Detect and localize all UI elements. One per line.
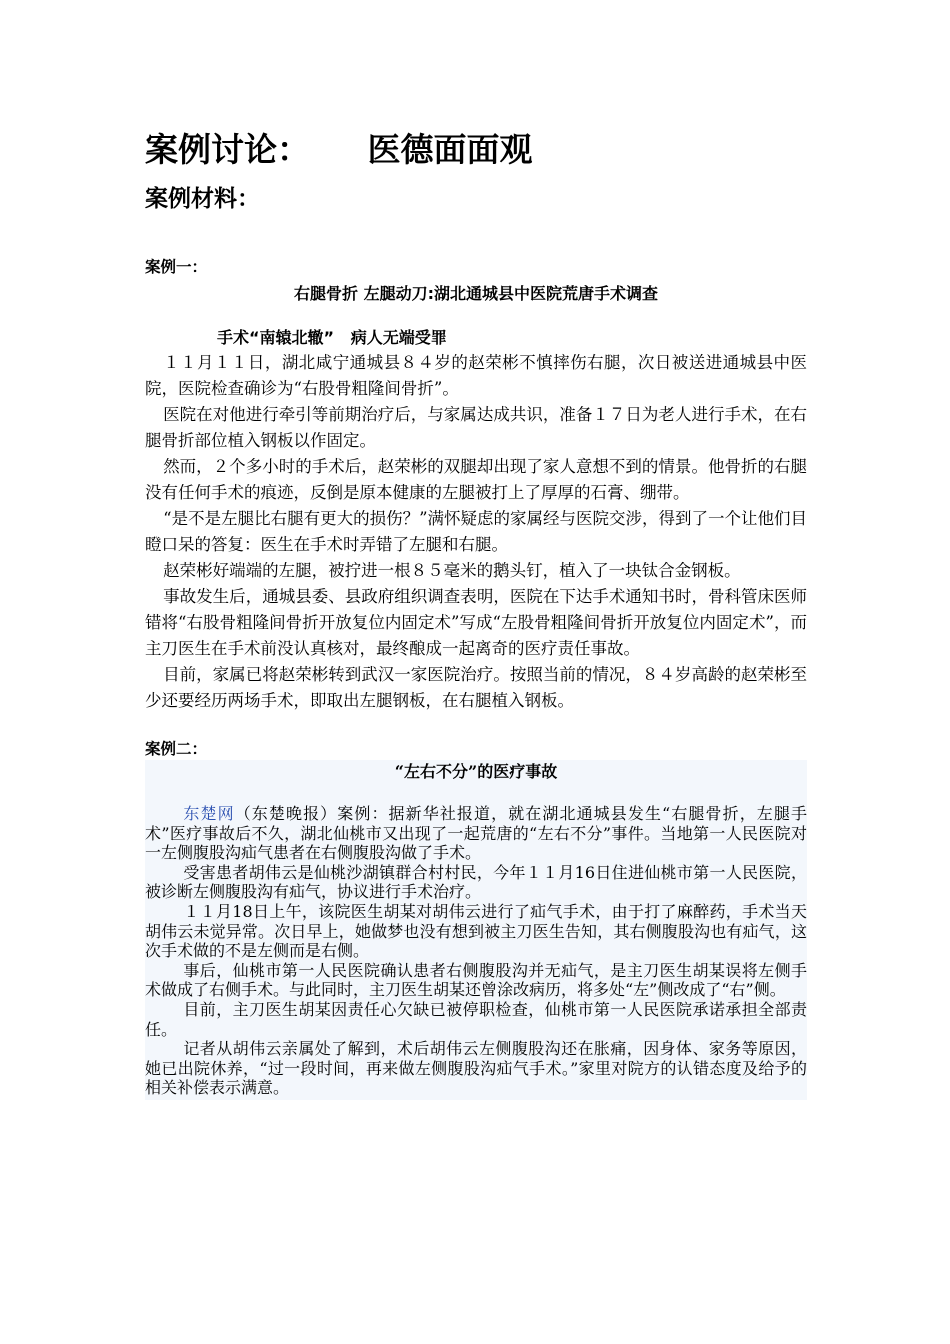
case-two-paragraph: 目前，主刀医生胡某因责任心欠缺已被停职检查，仙桃市第一人民医院承诺承担全部责任。 [145,999,807,1039]
case-one-label: 案例一： [145,258,208,276]
document-title: 案例讨论： 医德面面观 [145,130,533,169]
case-one-paragraph: １１月１１日，湖北咸宁通城县８４岁的赵荣彬不慎摔伤右腿，次日被送进通城县中医院，医院检查确诊为“右股骨粗隆间骨折”。 [145,353,807,398]
case-one-paragraph: 事故发生后，通城县委、县政府组织调查表明，医院在下达手术通知书时，骨科管床医师错将“右股骨粗隆间骨折开放复位内固定术”写成“左股骨粗隆间骨折开放复位内固定术”，而主刀医生在手术前没认真核对，最终酿成一起离奇的医疗责任事故。 [145,587,807,658]
document-subtitle: 案例材料： [145,186,260,212]
case-two-label: 案例二： [145,740,208,758]
case-one-paragraph: 医院在对他进行牵引等前期治疗后，与家属达成共识，准备１７日为老人进行手术，在右腿骨折部位植入钢板以作固定。 [145,405,807,450]
source-link[interactable]: 东楚网 [183,804,235,823]
case-two-paragraph: 受害患者胡伟云是仙桃沙湖镇群合村村民，今年１１月16日住进仙桃市第一人民医院，被诊断左侧腹股沟有疝气，协议进行手术治疗。 [145,862,807,902]
case-one-headline: 右腿骨折 左腿动刀:湖北通城县中医院荒唐手术调查 [294,284,658,303]
case-two-body [145,804,807,1098]
case-one-paragraph: 然而，２个多小时的手术后，赵荣彬的双腿却出现了家人意想不到的情景。他骨折的右腿没有任何手术的痕迹，反倒是原本健康的左腿被打上了厚厚的石膏、绷带。 [145,457,807,502]
document-page [145,128,807,1100]
case-one-paragraph: 赵荣彬好端端的左腿，被拧进一根８５毫米的鹅头钉，植入了一块钛合金钢板。 [163,561,741,580]
case-two-paragraph [145,804,807,863]
case-one-paragraph: “是不是左腿比右腿有更大的损伤？”满怀疑虑的家属经与医院交涉，得到了一个让他们目瞪口呆的答复：医生在手术时弄错了左腿和右腿。 [145,509,808,554]
case-one-body [145,350,807,714]
case-two-paragraph: １１月18日上午，该院医生胡某对胡伟云进行了疝气手术，由于打了麻醉药，手术当天胡伟云未觉异常。次日早上，她做梦也没有想到被主刀医生告知，其右侧腹股沟也有疝气，这次手术做的不是左侧而是右侧。 [145,901,807,961]
case-two-paragraph: 事后，仙桃市第一人民医院确认患者右侧腹股沟并无疝气，是主刀医生胡某误将左侧手术做成了右侧手术。与此同时，主刀医生胡某还曾涂改病历，将多处“左”侧改成了“右”侧。 [145,960,807,1000]
case-two-article [145,760,807,1100]
case-one-paragraph: 目前，家属已将赵荣彬转到武汉一家医院治疗。按照当前的情况，８４岁高龄的赵荣彬至少还要经历两场手术，即取出左腿钢板，在右腿植入钢板。 [145,665,807,710]
case-two-paragraph-text: （东楚晚报）案例：据新华社报道，就在湖北通城县发生“右腿骨折，左腿手术”医疗事故后不久，湖北仙桃市又出现了一起荒唐的“左右不分”事件。当地第一人民医院对一左侧腹股沟疝气患者在右侧腹股沟做了手术。 [145,804,807,863]
case-two-title: “左右不分”的医疗事故 [394,762,558,781]
case-one-subhead: 手术“南辕北辙” 病人无端受罪 [217,328,447,347]
case-two-paragraph: 记者从胡伟云亲属处了解到，术后胡伟云左侧腹股沟还在胀痛，因身体、家务等原因，她已出院休养，“过一段时间，再来做左侧腹股沟疝气手术。”家里对院方的认错态度及给予的相关补偿表示满意。 [145,1039,807,1098]
